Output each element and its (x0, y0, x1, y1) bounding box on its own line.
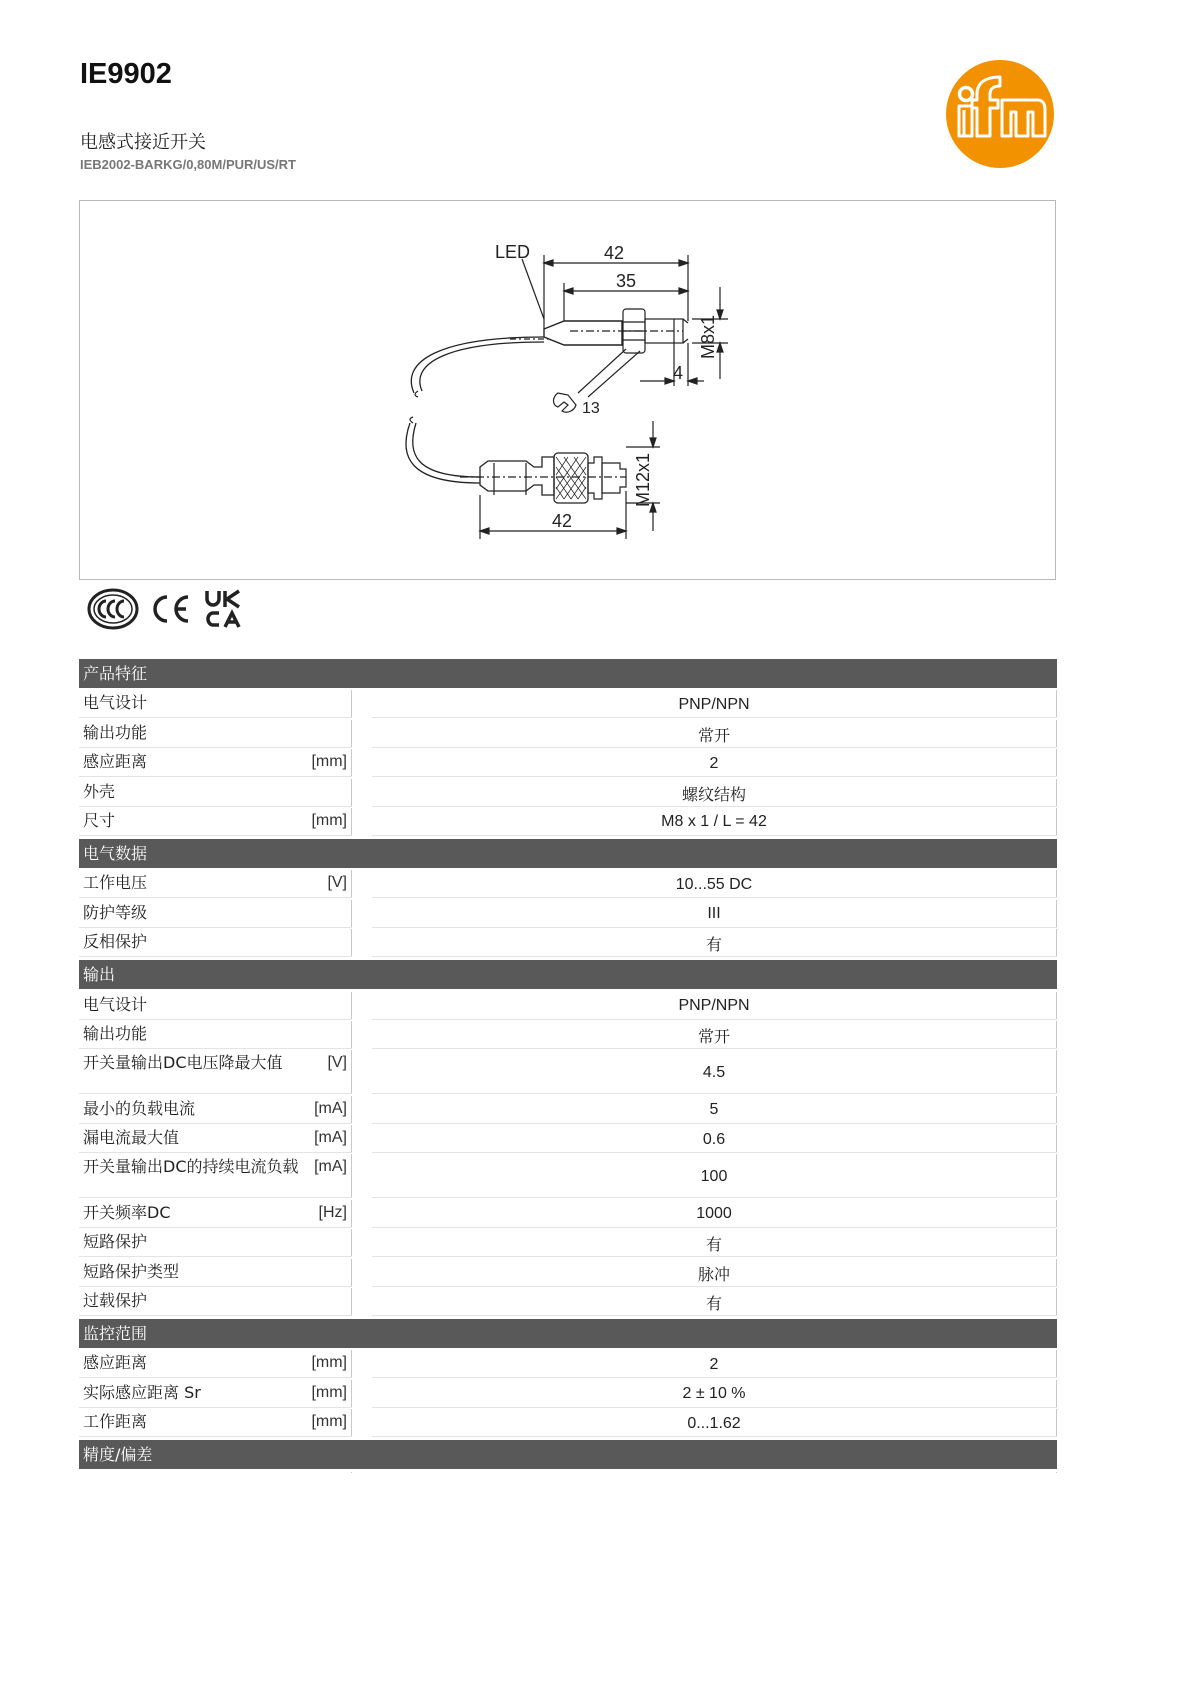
spec-unit: [mm] (311, 1383, 347, 1401)
spec-unit: [mm] (311, 753, 347, 771)
spec-row (79, 720, 1057, 747)
spec-unit: [mA] (314, 1099, 347, 1117)
spec-value: 1000 (372, 1200, 1057, 1227)
spec-label: 尺寸 (83, 810, 116, 830)
spec-label: 工作距离 (83, 1412, 148, 1432)
spec-label: 外壳 (83, 781, 116, 801)
spec-value: 常开 (372, 720, 1057, 747)
spec-label: 电气设计 (83, 693, 148, 713)
spec-label-cell (79, 1096, 352, 1123)
spec-label: 实际感应距离 Sr (83, 1382, 201, 1402)
label-dim-4: 4 (673, 363, 684, 383)
spec-value: 有 (372, 929, 1057, 956)
spec-row (79, 1154, 1057, 1197)
spec-label-cell (79, 900, 352, 927)
spec-row (79, 1259, 1057, 1286)
spec-value: III (372, 900, 1057, 927)
spec-row (79, 690, 1057, 717)
spec-label: 工作电压 (83, 873, 148, 893)
spec-label: 短路保护 (83, 1232, 148, 1252)
spec-unit: [V] (327, 1054, 347, 1072)
spec-label-cell (79, 1259, 352, 1286)
spec-value: 10...55 DC (372, 870, 1057, 897)
spec-row (79, 1288, 1057, 1315)
spec-label-cell (79, 749, 352, 776)
spec-unit: [Hz] (318, 1203, 347, 1221)
label-thread-m8: M8x1 (698, 314, 718, 359)
label-wrench-13: 13 (582, 400, 600, 417)
spec-label-cell (79, 1229, 352, 1256)
spec-label: 过载保护 (83, 1291, 148, 1311)
spec-label-cell (79, 1050, 352, 1093)
page-bottom-margin (0, 1473, 1100, 1563)
spec-value: 0.6 (372, 1125, 1057, 1152)
spec-row (79, 1409, 1057, 1436)
spec-table (79, 659, 1057, 1499)
spec-label: 短路保护类型 (83, 1261, 180, 1281)
spec-row (79, 749, 1057, 776)
spec-value: 2 (372, 749, 1057, 776)
spec-label: 开关量输出DC电压降最大值 (83, 1053, 283, 1073)
spec-row (79, 1380, 1057, 1407)
ifm-logo (944, 58, 1056, 170)
spec-label: 感应距离 (83, 1353, 148, 1373)
spec-row (79, 808, 1057, 835)
spec-label: 输出功能 (83, 1023, 148, 1043)
label-thread-m12: M12x1 (633, 452, 653, 507)
spec-row (79, 929, 1057, 956)
spec-unit: [mm] (311, 1413, 347, 1431)
section-header: 监控范围 (79, 1319, 1057, 1348)
ce-mark-icon (150, 585, 192, 633)
spec-value: 有 (372, 1288, 1057, 1315)
spec-value: 2 (372, 1350, 1057, 1377)
spec-row (79, 779, 1057, 806)
spec-unit: [mA] (314, 1158, 347, 1176)
spec-unit: [mm] (311, 811, 347, 829)
spec-unit: [mm] (311, 1354, 347, 1372)
spec-label-cell (79, 992, 352, 1019)
spec-value: PNP/NPN (372, 992, 1057, 1019)
ukca-mark-icon (204, 585, 244, 633)
section-header: 产品特征 (79, 659, 1057, 688)
spec-label-cell (79, 1380, 352, 1407)
spec-row (79, 1096, 1057, 1123)
label-dim-42-top: 42 (604, 243, 625, 263)
spec-value: 脉冲 (372, 1259, 1057, 1286)
spec-row (79, 1229, 1057, 1256)
ccc-mark-icon (86, 585, 140, 633)
spec-row (79, 1021, 1057, 1048)
spec-label-cell (79, 1125, 352, 1152)
spec-row (79, 1050, 1057, 1093)
spec-value: PNP/NPN (372, 690, 1057, 717)
spec-value: 4.5 (372, 1050, 1057, 1093)
dimension-drawing (79, 200, 1056, 580)
spec-value: 2 ± 10 % (372, 1380, 1057, 1407)
spec-row (79, 900, 1057, 927)
spec-label: 开关量输出DC的持续电流负载 (83, 1157, 299, 1177)
spec-row (79, 870, 1057, 897)
spec-label: 感应距离 (83, 752, 148, 772)
spec-label: 最小的负载电流 (83, 1098, 196, 1118)
spec-value: 常开 (372, 1021, 1057, 1048)
spec-label-cell (79, 690, 352, 717)
spec-unit: [V] (327, 874, 347, 892)
spec-label-cell (79, 1154, 352, 1197)
spec-label-cell (79, 720, 352, 747)
label-dim-35: 35 (616, 271, 637, 291)
spec-row (79, 992, 1057, 1019)
spec-unit: [mA] (314, 1129, 347, 1147)
spec-value: 0...1.62 (372, 1409, 1057, 1436)
spec-label-cell (79, 1350, 352, 1377)
spec-value: 5 (372, 1096, 1057, 1123)
spec-value: 有 (372, 1229, 1057, 1256)
product-title: IE9902 (80, 58, 172, 90)
spec-row (79, 1200, 1057, 1227)
spec-label-cell (79, 1409, 352, 1436)
spec-label-cell (79, 808, 352, 835)
spec-value: 螺纹结构 (372, 779, 1057, 806)
spec-label-cell (79, 1288, 352, 1315)
spec-label: 开关频率DC (83, 1202, 171, 1222)
spec-row (79, 1125, 1057, 1152)
spec-label-cell (79, 1200, 352, 1227)
spec-value: 100 (372, 1154, 1057, 1197)
label-dim-42-bottom: 42 (552, 511, 573, 531)
spec-label: 电气设计 (83, 994, 148, 1014)
spec-label-cell (79, 1021, 352, 1048)
spec-label: 输出功能 (83, 722, 148, 742)
spec-label-cell (79, 870, 352, 897)
product-subtitle: 电感式接近开关 (80, 132, 206, 153)
part-code: IEB2002-BARKG/0,80M/PUR/US/RT (80, 157, 296, 172)
spec-label: 漏电流最大值 (83, 1128, 180, 1148)
section-header: 输出 (79, 960, 1057, 989)
section-header: 电气数据 (79, 839, 1057, 868)
spec-label-cell (79, 929, 352, 956)
spec-value: M8 x 1 / L = 42 (372, 808, 1057, 835)
spec-label: 反相保护 (83, 932, 148, 952)
spec-label: 防护等级 (83, 902, 148, 922)
spec-label-cell (79, 779, 352, 806)
spec-row (79, 1350, 1057, 1377)
section-header: 精度/偏差 (79, 1440, 1057, 1469)
label-led: LED (495, 242, 531, 262)
